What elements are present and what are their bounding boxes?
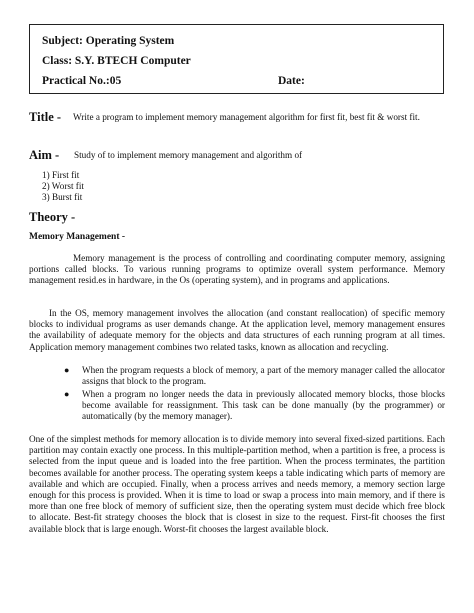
- class-line: Class: S.Y. BTECH Computer: [42, 55, 191, 67]
- practical-number: Practical No.:05: [42, 75, 122, 87]
- aim-list-item: 3) Burst fit: [42, 192, 83, 202]
- theory-heading: Theory -: [29, 210, 76, 224]
- bullet-icon: ●: [64, 365, 70, 375]
- theory-paragraph-1: Memory management is the process of controlling and coordinating computer memory, assigning portions called blocks. To various running programs to optimize overall system performance. Memory management resid.es in hardware, in the Os (operating system), and in programs and applications.: [29, 253, 445, 286]
- title-label: Title -: [29, 110, 62, 124]
- theory-paragraph-2: In the OS, memory management involves the allocation (and constant reallocation) of specific memory blocks to individual programs as user demands change. At the application level, memory management ensures the availability of adequate memory for the objects and data structures of each running program at all times. Application memory management combines two related tasks, known as allocation and recycling.: [29, 308, 445, 352]
- memory-management-subheading: Memory Management -: [29, 232, 126, 242]
- aim-list-item: 1) First fit: [42, 170, 80, 180]
- header-box: [29, 24, 444, 94]
- bullet-icon: ●: [64, 389, 70, 399]
- aim-text: Study of to implement memory management and algorithm of: [74, 150, 303, 160]
- title-text: Write a program to implement memory management algorithm for first fit, best fit & worst fit.: [73, 112, 420, 122]
- subject-line: Subject: Operating System: [42, 35, 175, 47]
- bullet-item: When the program requests a block of memory, a part of the memory manager called the allocator assigns that block to the program.: [82, 365, 445, 387]
- aim-list-item: 2) Worst fit: [42, 181, 84, 191]
- aim-label: Aim -: [29, 148, 60, 162]
- bullet-item: When a program no longer needs the data in previously allocated memory blocks, those blocks become available for reassignment. This task can be done manually (by the programmer) or automatically (by the memory manager).: [82, 389, 445, 422]
- theory-paragraph-3: One of the simplest methods for memory allocation is to divide memory into several fixed-sized partitions. Each partition may contain exactly one process. In this multiple-partition method, when a partition is free, a process is selected from the input queue and is loaded into the free partition. When the process terminates, the partition becomes available for another process. The operating system keeps a table indicating which parts of memory are available and which are occupied. Finally, when a process arrives and needs memory, a memory section large enough for this process is provided. When it is time to load or swap a process into main memory, and if there is more than one free block of memory of sufficient size, then the operating system must decide which free block to allocate. Best-fit strategy chooses the block that is closest in size to the request. First-fit chooses the first available block that is large enough. Worst-fit chooses the largest available block.: [29, 434, 445, 534]
- date-label: Date:: [278, 75, 305, 87]
